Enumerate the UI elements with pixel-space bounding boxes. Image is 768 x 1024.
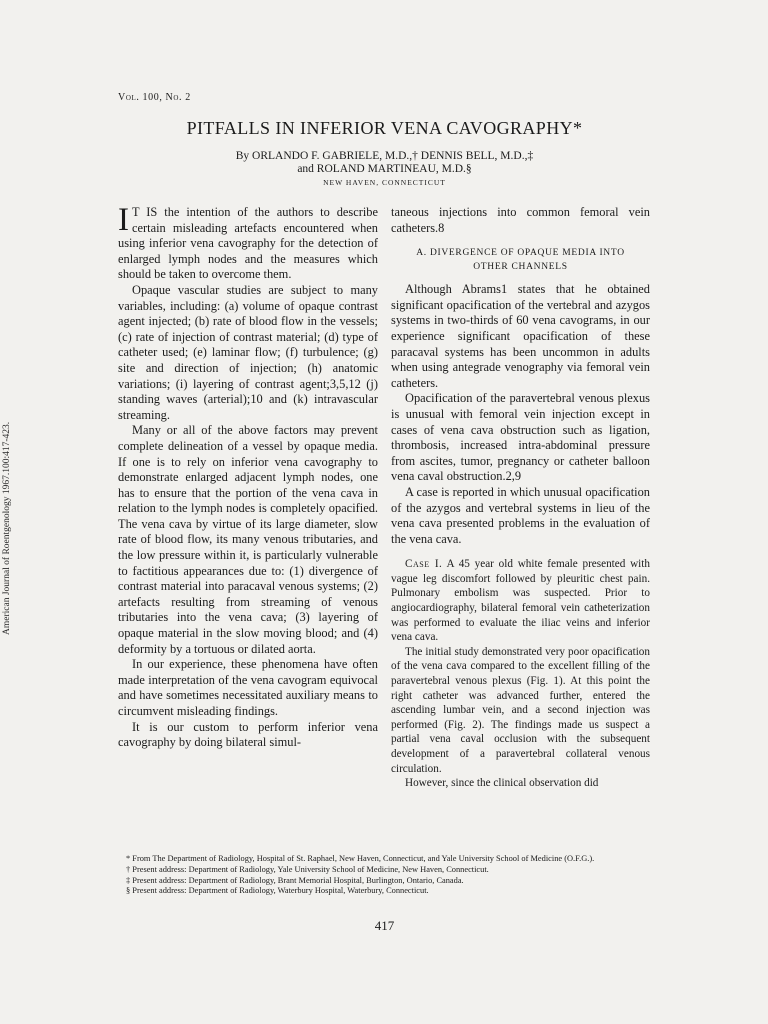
article-title: PITFALLS IN INFERIOR VENA CAVOGRAPHY* [186, 118, 583, 138]
case-intro-paragraph: A case is reported in which unusual opacification of the azygos and vertebral systems in lieu of the vena cava presented problems in the evaluation of the vena cava. [391, 484, 650, 546]
affiliation: NEW HAVEN, CONNECTICUT [323, 178, 446, 187]
intro-text: T IS the intention of the authors to describe certain misleading artefacts encountered when using inferior vena cavography for the detection of enlarged lymph nodes and the measures which should be taken to overcome them. [118, 205, 378, 282]
right-column [391, 205, 650, 791]
opacification-paragraph: Opacification of the paravertebral venous plexus is unusual with femoral vein injection except in cases of vena cava obstruction such as ligation, thrombosis, increased intra-abdominal pressure from ascites, tumor, pregnancy or catheter balloon vena caval obstruction.2,9 [391, 391, 650, 484]
abrams-paragraph: Although Abrams1 states that he obtained significant opacification of the vertebral and azygos systems in two-thirds of 60 vena cavograms, in our experience significant opacification of these paracaval systems has been uncommon in adults when using antegrade venography via femoral vein catheters. [391, 282, 650, 390]
authors-line-2: and ROLAND MARTINEAU, M.D.§ [297, 163, 472, 175]
custom-paragraph: It is our custom to perform inferior vena cavography by doing bilateral simul- [118, 719, 378, 750]
section-heading [391, 246, 650, 274]
footnote-bell: ‡ Present address: Department of Radiology, Brant Memorial Hospital, Burlington, Ontario, Canada. [126, 875, 464, 885]
footnote-gabriele: † Present address: Department of Radiology, Yale University School of Medicine, New Haven, Connecticut. [126, 864, 489, 874]
case-paragraph-2: The initial study demonstrated very poor opacification of the vena cava compared to the excellent filling of the paravertebral venous plexus (Fig. 1). At this point the right catheter was advanced further, entered the ascending lumbar vein, and a second injection was performed (Fig. 2). The findings made us suspect a partial vena caval occlusion with the subsequent development of a paravertebral collateral venous circulation. [391, 645, 650, 775]
author-byline [118, 150, 651, 176]
footnotes [118, 854, 651, 897]
left-column [118, 202, 378, 751]
section-heading-line-2: OTHER CHANNELS [473, 262, 568, 273]
case-paragraph-1 [391, 557, 650, 645]
continuation-paragraph: taneous injections into common femoral vein catheters.8 [391, 205, 650, 235]
footnote-affiliation: * From The Department of Radiology, Hospital of St. Raphael, New Haven, Connecticut, and Yale University School of Medicine (O.F.G.). [126, 854, 595, 863]
volume-header: Vol. 100, No. 2 [118, 92, 191, 103]
factors-paragraph: Many or all of the above factors may prevent complete delineation of a vessel by opaque media. If one is to rely on inferior vena cavography to demonstrate enlarged adjacent lymph nodes, one has to ensure that the portion of the vena cava in relation to the lymph nodes is completely opacified. The vena cava by virtue of its large diameter, slow rate of blood flow, its many venous tributaries, and the low pressure within it, is particularly vulnerable to factitious appearances due to: (1) divergence of contrast material into paracaval venous systems; (2) artefacts resulting from streaming of venous tributaries into the vena cava; (3) layering of opaque material in the slow moving blood; and (4) deformity by a tortuous or dilated aorta. [118, 423, 378, 656]
case-text-1: A 45 year old white female presented with vague leg discomfort followed by pleuritic chest pain. Pulmonary embolism was suspected. Prior to angiocardiography, bilateral femoral vein catheterization was performed to evaluate the iliac veins and inferior vena cava. [391, 558, 650, 644]
intro-paragraph [118, 202, 378, 283]
drop-cap: I [118, 202, 129, 238]
side-citation: American Journal of Roentgenology 1967.100:417-423. [2, 421, 12, 635]
case-label: Case I. [405, 558, 443, 571]
footnote-martineau: § Present address: Department of Radiology, Waterbury Hospital, Waterbury, Connecticut. [126, 886, 429, 896]
authors-line-1: By ORLANDO F. GABRIELE, M.D.,† DENNIS BELL, M.D.,‡ [235, 150, 534, 162]
variables-paragraph: Opaque vascular studies are subject to many variables, including: (a) volume of opaque contrast agent injected; (b) rate of blood flow in the vessels; (c) rate of injection of contrast material; (d) type of catheter used; (e) laminar flow; (f) turbulence; (g) site and direction of injection; (h) anatomic variations; (i) layering of contrast agent;3,5,12 (j) standing waves (arterial);10 and (k) intravascular streaming. [118, 282, 378, 422]
experience-paragraph: In our experience, these phenomena have often made interpretation of the vena cavogram equivocal and have sometimes necessitated auxiliary means to circumvent misleading findings. [118, 657, 378, 718]
page-number: 417 [374, 918, 395, 933]
case-paragraph-3: However, since the clinical observation did [405, 777, 599, 790]
section-heading-line-1: A. DIVERGENCE OF OPAQUE MEDIA INTO [416, 248, 625, 259]
